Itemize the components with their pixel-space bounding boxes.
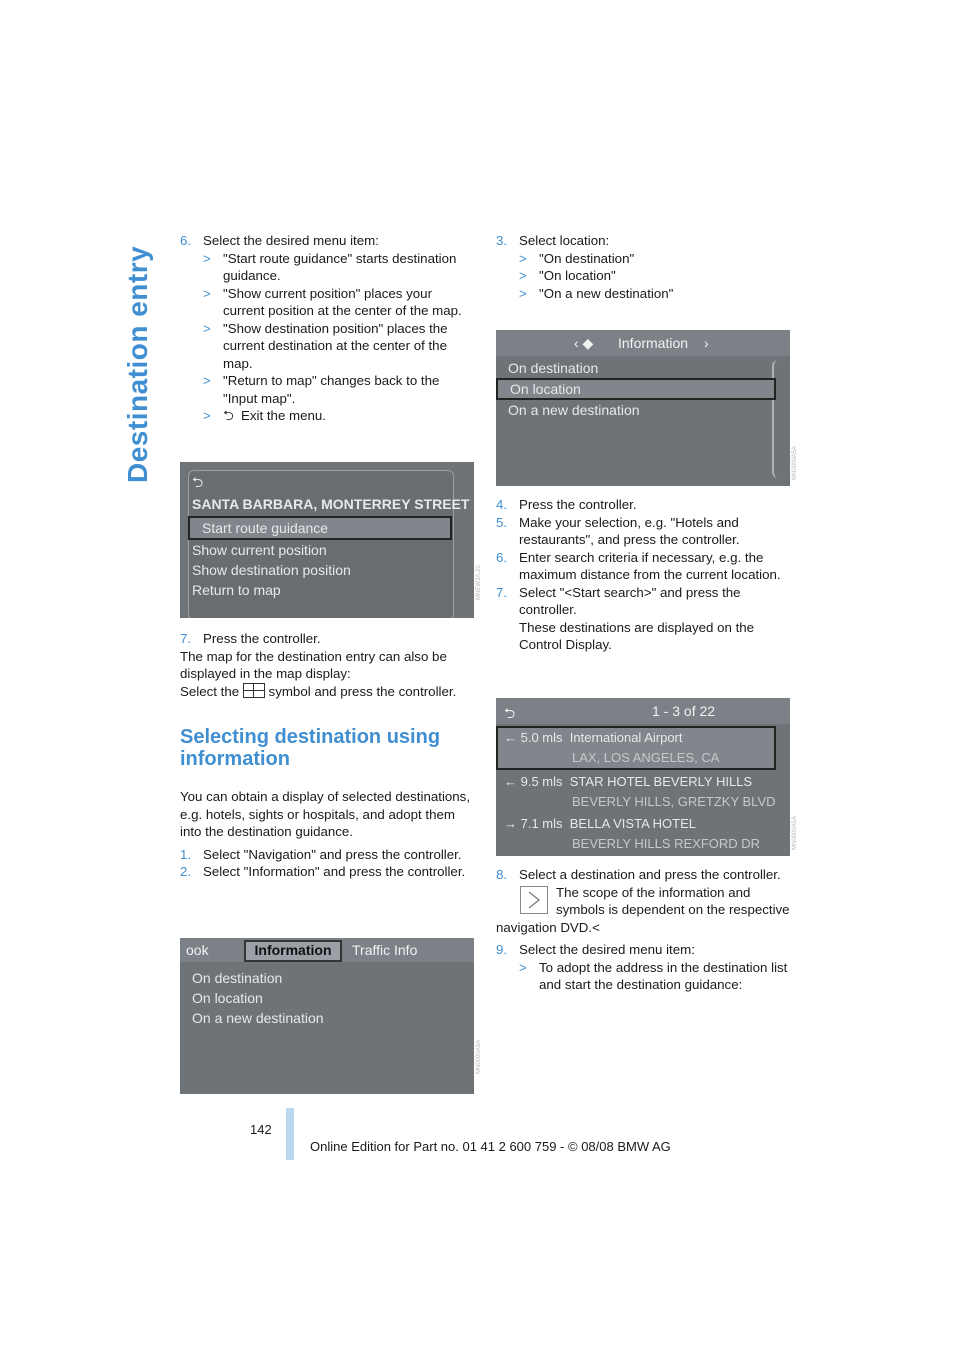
step: 4. Press the controller. [496, 497, 637, 512]
left-column-2 [180, 630, 476, 881]
left-column [180, 232, 476, 425]
screen-header: ‹ ◆ Information › [496, 330, 790, 356]
step: 9. Select the desired menu item: [496, 942, 695, 957]
note-triangle-icon [520, 886, 548, 914]
menu-item-on-new-destination: On a new destination [192, 1010, 324, 1026]
result-item: ← 9.5 mls STAR HOTEL BEVERLY HILLS BEVERLY HILLS, GRETZKY BLVD [504, 774, 776, 809]
section-title: Destination entry [122, 245, 153, 483]
map-symbol-icon [243, 683, 265, 698]
image-code: MNEW3A.20 [476, 565, 482, 600]
menu-title: SANTA BARBARA, MONTERREY STREET [192, 496, 470, 512]
step: 8. Select a destination and press the controller. [496, 867, 781, 882]
step: 3. Select location: [496, 233, 610, 248]
menu-item-on-location: On location [192, 990, 263, 1006]
step: 1. Select "Navigation" and press the controller. [180, 846, 462, 862]
menu-item-show-destination: Show destination position [192, 562, 351, 578]
footer-rule [286, 1108, 294, 1160]
bullet-item: > "Show current position" places your current position at the center of the map. [203, 285, 462, 318]
note: The scope of the information and symbols is dependent on the respective navigation DVD.< [496, 884, 790, 935]
tab-bar: ook Information Traffic Info [180, 938, 474, 962]
bullet-item: > "Start route guidance" starts destination guidance. [203, 250, 457, 283]
step: 7. Select "<Start search>" and press the controller. [496, 584, 741, 617]
right-column-3 [496, 866, 792, 994]
paragraph: You can obtain a display of selected destinations, e.g. hotels, sights or hospitals, and adopt them into the destination guidance. [180, 789, 471, 839]
screenshot-results-list [496, 698, 790, 856]
bullet-item: > "On destination" [519, 250, 635, 266]
screenshot-information-location [496, 330, 790, 486]
step: 7. Press the controller. [180, 631, 321, 646]
menu-item-start-route: Start route guidance [188, 516, 452, 540]
screen-header: ⮌ 1 - 3 of 22 [496, 698, 790, 724]
section-heading: Selecting destination using information [180, 726, 441, 770]
menu-item-on-destination: On destination [508, 360, 599, 376]
bullet-item: > "Return to map" changes back to the "Input map". [203, 373, 440, 406]
image-code: MN0000A5A [792, 815, 798, 850]
image-code: MN0000A5A [476, 1039, 482, 1074]
bullet-item: > ⮌ Exit the menu. [203, 408, 326, 423]
bullet-item: > "On a new destination" [519, 285, 674, 301]
paragraph: Select the symbol and press the controller. [180, 683, 457, 699]
menu-item-on-destination: On destination [192, 970, 283, 986]
step: 6. Select the desired menu item: [180, 233, 379, 248]
menu-item-show-current: Show current position [192, 542, 327, 558]
screenshot-information-tab [180, 938, 474, 1094]
page-number: 142 [250, 1122, 272, 1137]
bullet-item: > "On location" [519, 268, 616, 283]
menu-item-on-location: On location [496, 378, 776, 400]
paragraph: These destinations are displayed on the Control Display. [519, 619, 755, 652]
step: 2. Select "Information" and press the controller. [180, 864, 466, 879]
step: 6. Enter search criteria if necessary, e.g. the maximum distance from the current location. [496, 549, 781, 582]
paragraph: The map for the destination entry can also be displayed in the map display: [180, 648, 447, 681]
menu-item-return-map: Return to map [192, 582, 281, 598]
back-arrow-icon: ⮌ [504, 705, 516, 721]
result-item: → 7.1 mls BELLA VISTA HOTEL BEVERLY HILLS REXFORD DR [504, 816, 761, 851]
footer-text: Online Edition for Part no. 01 41 2 600 759 - © 08/08 BMW AG [310, 1139, 671, 1154]
result-item: ← 5.0 mls International Airport LAX, LOS ANGELES, CA [496, 726, 776, 770]
bullet-item: > To adopt the address in the destination list and start the destination guidance: [519, 959, 788, 992]
screenshot-destination-menu [180, 462, 474, 618]
back-arrow-icon: ⮌ [192, 474, 204, 490]
right-column-2 [496, 496, 792, 654]
bullet-item: > "Show destination position" places the current destination at the center of the map. [203, 320, 448, 371]
image-code: MN0000A5A [792, 445, 798, 480]
back-arrow-icon: ⮌ [223, 408, 234, 423]
menu-item-on-new-destination: On a new destination [508, 402, 640, 418]
right-column [496, 232, 792, 302]
step: 5. Make your selection, e.g. "Hotels and restaurants", and press the controller. [496, 514, 740, 547]
